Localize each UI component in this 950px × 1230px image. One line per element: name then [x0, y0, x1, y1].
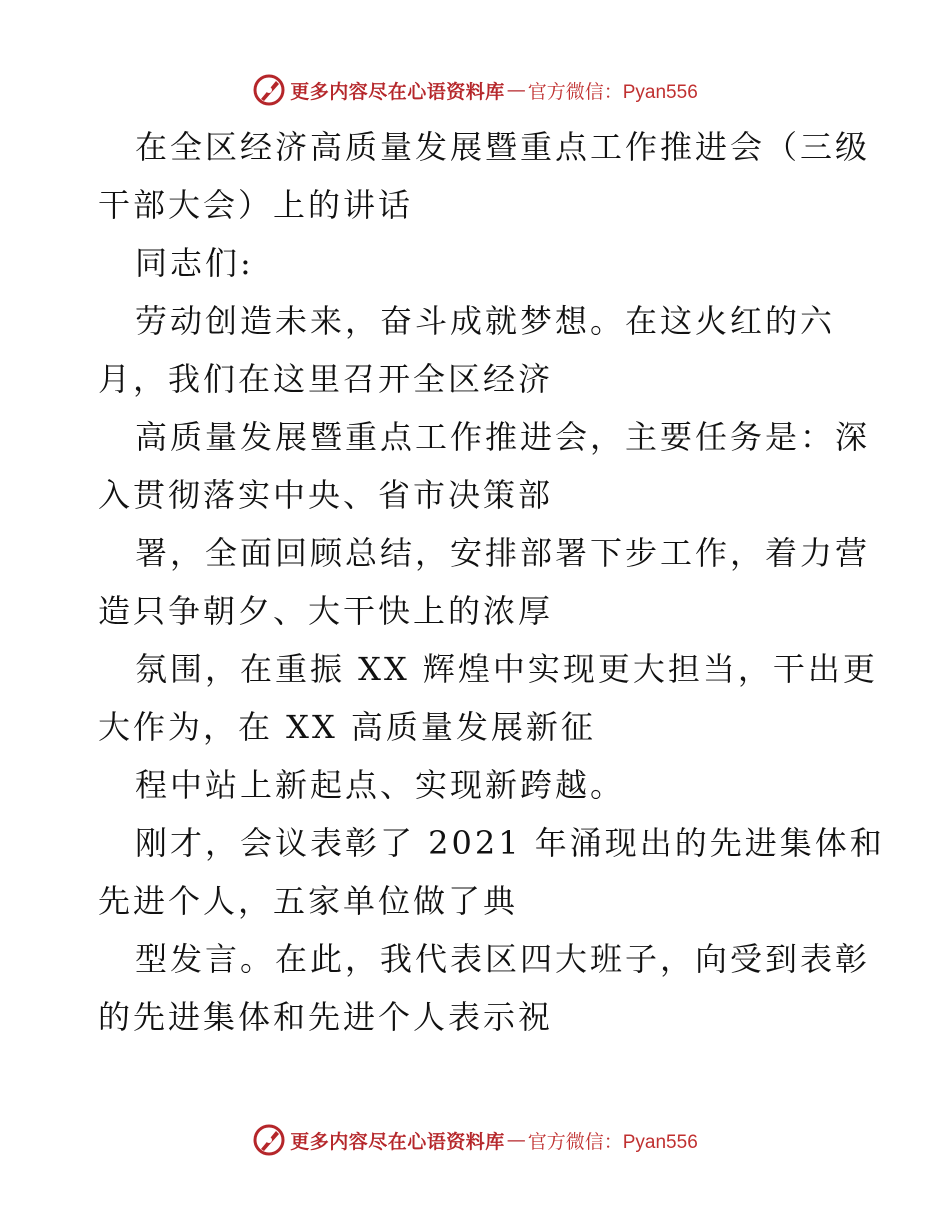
- banner-wechat-label: 官方微信：: [527, 80, 623, 103]
- banner-dash: —: [506, 1129, 526, 1151]
- text-line: 大作为，在 XX 高质量发展新征: [98, 708, 596, 746]
- header-banner: [0, 70, 950, 110]
- text-line: 同志们:: [135, 244, 254, 282]
- document-body: [98, 118, 885, 1046]
- banner-site-text: 更多内容尽在心语资料库: [290, 1130, 505, 1153]
- banner-site-text: 更多内容尽在心语资料库: [290, 80, 505, 103]
- banner-dash: —: [506, 79, 526, 101]
- text-line: 氛围，在重振 XX 辉煌中实现更大担当，干出更: [135, 650, 878, 688]
- quill-logo-icon: [252, 73, 286, 107]
- text-line: 署，全面回顾总结，安排部署下步工作，着力营: [135, 534, 871, 572]
- text-line: 先进个人，五家单位做了典: [98, 882, 519, 920]
- text-line: 月，我们在这里召开全区经济: [98, 360, 554, 398]
- text-line: 刚才，会议表彰了 2021 年涌现出的先进集体和: [135, 824, 885, 862]
- banner-wechat-id: Pyan556: [622, 1131, 698, 1153]
- text-line: 劳动创造未来，奋斗成就梦想。在这火红的六: [135, 302, 836, 340]
- banner-wechat-label: 官方微信：: [527, 1130, 623, 1153]
- text-line: 高质量发展暨重点工作推进会，主要任务是：深: [135, 418, 871, 456]
- banner-wechat: [528, 77, 698, 104]
- text-line: 干部大会）上的讲话: [98, 186, 414, 224]
- text-line: 在全区经济高质量发展暨重点工作推进会（三级: [135, 128, 871, 166]
- text-line: 的先进集体和先进个人表示祝: [98, 998, 554, 1036]
- text-line: 程中站上新起点、实现新跨越。: [135, 766, 626, 804]
- quill-logo-icon: [252, 1123, 286, 1157]
- text-line: 型发言。在此，我代表区四大班子，向受到表彰: [135, 940, 871, 978]
- text-line: 造只争朝夕、大干快上的浓厚: [98, 592, 554, 630]
- footer-banner: [0, 1120, 950, 1160]
- banner-wechat-id: Pyan556: [622, 81, 698, 103]
- banner-wechat: [528, 1127, 698, 1154]
- text-line: 入贯彻落实中央、省市决策部: [98, 476, 554, 514]
